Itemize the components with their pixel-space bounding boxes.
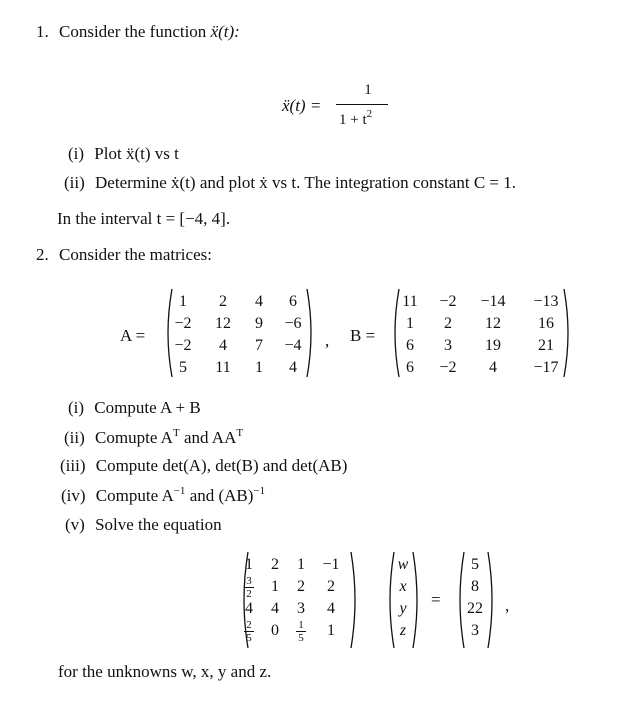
coef-matrix-right-paren — [349, 550, 361, 650]
matrix-b-cell: 16 — [538, 315, 554, 332]
coef-matrix-cell: 4 — [327, 600, 335, 617]
matrix-a-cell: 1 — [179, 293, 187, 310]
unknown-cell: z — [399, 622, 407, 639]
matrix-b-cell: −17 — [533, 359, 559, 376]
q1-eq-fraction-bar — [336, 104, 388, 105]
matrix-a-cell: 12 — [215, 315, 231, 332]
coef-matrix-cell: 2 — [271, 556, 279, 573]
coef-matrix-cell: 1 — [271, 578, 279, 595]
rhs-cell: 3 — [471, 622, 479, 639]
matrix-a-cell: −2 — [174, 315, 192, 332]
q1-interval: In the interval t = [−4, 4]. — [57, 209, 231, 228]
q1-eq-lhs: ẍ(t) = — [282, 96, 322, 115]
coef-matrix-fraction: 1 5 — [294, 620, 308, 643]
q2-item-mid: and (AB) — [185, 486, 254, 505]
coef-matrix-cell: 0 — [271, 622, 279, 639]
q2-item-text: Solve the equation — [95, 515, 222, 534]
q2-item-label: (iii) — [60, 456, 86, 475]
q2-item-label: (v) — [65, 515, 85, 534]
q2-item-label: (i) — [68, 398, 85, 417]
q2-item-iv — [61, 485, 265, 506]
q1-item-text: Plot ẍ(t) vs t — [94, 144, 179, 163]
matrix-b-cell: 6 — [406, 337, 414, 354]
q1-intro: Consider the function — [59, 22, 207, 41]
q2-item-text: Comupte A — [95, 428, 173, 447]
unknown-cell: y — [399, 600, 407, 617]
matrix-a-cell: 1 — [255, 359, 263, 376]
q2-item-iii — [60, 456, 347, 476]
matrix-a-cell: 4 — [255, 293, 263, 310]
matrix-b-cell: −13 — [533, 293, 559, 310]
matrix-a-cell: 7 — [255, 337, 263, 354]
q1-number: 1. — [36, 22, 49, 41]
q1-item-label: (ii) — [64, 173, 85, 192]
rhs-cell: 8 — [471, 578, 479, 595]
matrix-b-cell: 2 — [444, 315, 452, 332]
matrix-b-cell: 19 — [485, 337, 501, 354]
rhs-cell: 5 — [471, 556, 479, 573]
matrix-b-cell: 4 — [489, 359, 497, 376]
q1-eq-numerator: 1 — [364, 82, 372, 98]
q2-number: 2. — [36, 245, 49, 264]
matrix-a-cell: 6 — [289, 293, 297, 310]
coef-matrix-cell: 4 — [271, 600, 279, 617]
q2-item-i — [68, 398, 201, 418]
matrix-b-cell: 12 — [485, 315, 501, 332]
q2-item-text: Compute A — [95, 486, 174, 505]
coef-matrix-fraction: 3 2 — [242, 576, 256, 599]
q2-item-sup: T — [236, 427, 244, 439]
q2-item-text: Compute A + B — [94, 398, 201, 417]
q2-item-mid: and AA — [179, 428, 237, 447]
q2-item-sup: −1 — [253, 485, 266, 497]
coef-matrix-cell: 1 — [297, 556, 305, 573]
q2-item-ii — [64, 427, 243, 448]
q2-item-sup: T — [172, 427, 180, 439]
matrix-b-cell: 6 — [406, 359, 414, 376]
matrix-b-cell: −2 — [439, 293, 457, 310]
matrix-b-cell: −2 — [439, 359, 457, 376]
matrix-b-cell: 1 — [406, 315, 414, 332]
matrix-a-label: A = — [120, 326, 146, 345]
q2-item-v — [65, 515, 222, 535]
matrix-a-cell: 9 — [255, 315, 263, 332]
coef-matrix-fraction: 2 5 — [242, 620, 256, 643]
q2-heading — [36, 245, 212, 265]
matrix-b-cell: 11 — [402, 293, 418, 310]
q2-intro: Consider the matrices: — [59, 245, 212, 264]
q1-item-text: Determine ẋ(t) and plot ẋ vs t. The integration constant C = 1. — [95, 173, 516, 192]
matrix-b-cell: 21 — [538, 337, 554, 354]
matrix-b-label: B = — [350, 326, 376, 345]
unknown-cell: w — [397, 556, 409, 573]
matrix-b-cell: −14 — [480, 293, 506, 310]
unknown-cell: x — [399, 578, 407, 595]
matrix-a-cell: 2 — [219, 293, 227, 310]
matrix-a-cell: 11 — [215, 359, 231, 376]
rhs-cell: 22 — [467, 600, 483, 617]
q2-item-label: (ii) — [64, 428, 85, 447]
matrix-b-cell: 3 — [444, 337, 452, 354]
q1-item-ii — [64, 173, 516, 193]
coef-matrix-cell: −1 — [322, 556, 340, 573]
equation-comma: , — [505, 596, 510, 615]
matrix-a-cell: 4 — [219, 337, 227, 354]
q2-item-sup: −1 — [173, 485, 186, 497]
q2-closing: for the unknowns w, x, y and z. — [58, 662, 272, 681]
coef-matrix-cell: 2 — [327, 578, 335, 595]
matrix-b-right-paren — [562, 287, 574, 379]
matrix-a-cell: 5 — [179, 359, 187, 376]
coef-matrix-cell: 2 — [297, 578, 305, 595]
matrix-separator-comma: , — [325, 331, 330, 350]
q1-func: ẍ(t): — [210, 22, 240, 41]
q1-item-i — [68, 144, 179, 164]
q2-item-text: Compute det(A), det(B) and det(AB) — [95, 456, 348, 475]
q1-eq-denominator: $1 + t^2$ — [339, 108, 373, 128]
coef-matrix-cell: 3 — [297, 600, 305, 617]
coef-matrix-cell: 1 — [327, 622, 335, 639]
q1-item-label: (i) — [68, 144, 85, 163]
matrix-a-cell: −6 — [284, 315, 302, 332]
matrix-a-cell: 4 — [289, 359, 297, 376]
coef-matrix-cell: 1 — [245, 556, 253, 573]
equals-sign: = — [431, 590, 441, 609]
matrix-a-cell: −2 — [174, 337, 192, 354]
matrix-a-cell: −4 — [284, 337, 302, 354]
q1-heading — [36, 22, 240, 42]
coef-matrix-cell: 4 — [245, 600, 253, 617]
q2-item-label: (iv) — [61, 486, 86, 505]
